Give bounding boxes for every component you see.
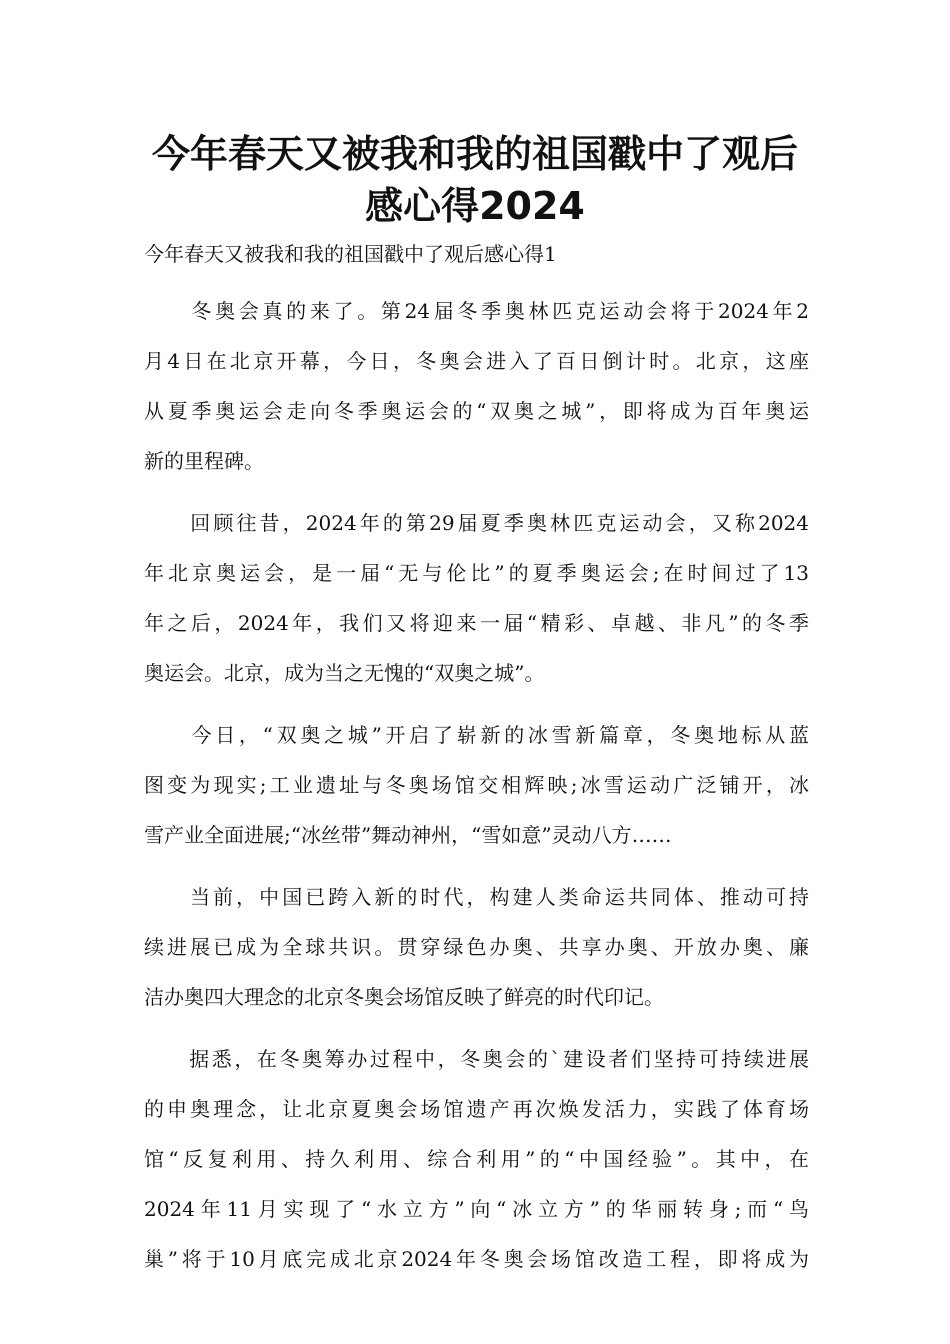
paragraph-line: 的申奥理念，让北京夏奥会场馆遗产再次焕发活力，实践了体育场 (144, 1097, 809, 1121)
paragraph (144, 286, 809, 486)
paragraph-line: 洁办奥四大理念的北京冬奥会场馆反映了鲜亮的时代印记。 (144, 985, 664, 1009)
paragraph-line: 馆“反复利用、持久利用、综合利用”的“中国经验”。其中，在 (144, 1147, 809, 1171)
document-subtitle: 今年春天又被我和我的祖国戳中了观后感心得1 (144, 242, 557, 266)
paragraph-line: 当前，中国已跨入新的时代，构建人类命运共同体、推动可持 (144, 885, 809, 909)
paragraph (144, 872, 809, 1022)
paragraph-line: 今日，“双奥之城”开启了崭新的冰雪新篇章，冬奥地标从蓝 (144, 723, 809, 747)
paragraph-line: 年北京奥运会，是一届“无与伦比”的夏季奥运会;在时间过了13 (144, 561, 809, 585)
paragraph-line: 续进展已成为全球共识。贯穿绿色办奥、共享办奥、开放办奥、廉 (144, 935, 809, 959)
document-body (144, 286, 809, 1296)
paragraph-line: 从夏季奥运会走向冬季奥运会的“双奥之城”，即将成为百年奥运 (144, 399, 809, 423)
paragraph-line: 冬奥会真的来了。第24届冬季奥林匹克运动会将于2024年2 (144, 299, 809, 323)
document-title-line-2: 感心得2024 (365, 184, 585, 228)
paragraph-line: 奥运会。北京，成为当之无愧的“双奥之城”。 (144, 661, 545, 685)
paragraph-line: 巢”将于10月底完成北京2024年冬奥会场馆改造工程，即将成为 (144, 1247, 809, 1271)
paragraph-line: 据悉，在冬奥筹办过程中，冬奥会的`建设者们坚持可持续进展 (144, 1047, 809, 1071)
paragraph-line: 月4日在北京开幕，今日，冬奥会进入了百日倒计时。北京，这座 (144, 349, 809, 373)
paragraph (144, 498, 809, 698)
paragraph-line: 图变为现实;工业遗址与冬奥场馆交相辉映;冰雪运动广泛铺开，冰 (144, 773, 809, 797)
paragraph (144, 1034, 809, 1284)
paragraph-line: 回顾往昔，2024年的第29届夏季奥林匹克运动会，又称2024 (144, 511, 809, 535)
paragraph-line: 新的里程碑。 (144, 449, 264, 473)
paragraph-line: 年之后，2024年，我们又将迎来一届“精彩、卓越、非凡”的冬季 (144, 611, 809, 635)
paragraph (144, 710, 809, 860)
paragraph-line: 雪产业全面进展;“冰丝带”舞动神州，“雪如意”灵动八方…… (144, 823, 672, 847)
document-title-line-1: 今年春天又被我和我的祖国戳中了观后 (151, 132, 798, 176)
paragraph-line: 2024年11月实现了“水立方”向“冰立方”的华丽转身;而“鸟 (144, 1197, 809, 1221)
